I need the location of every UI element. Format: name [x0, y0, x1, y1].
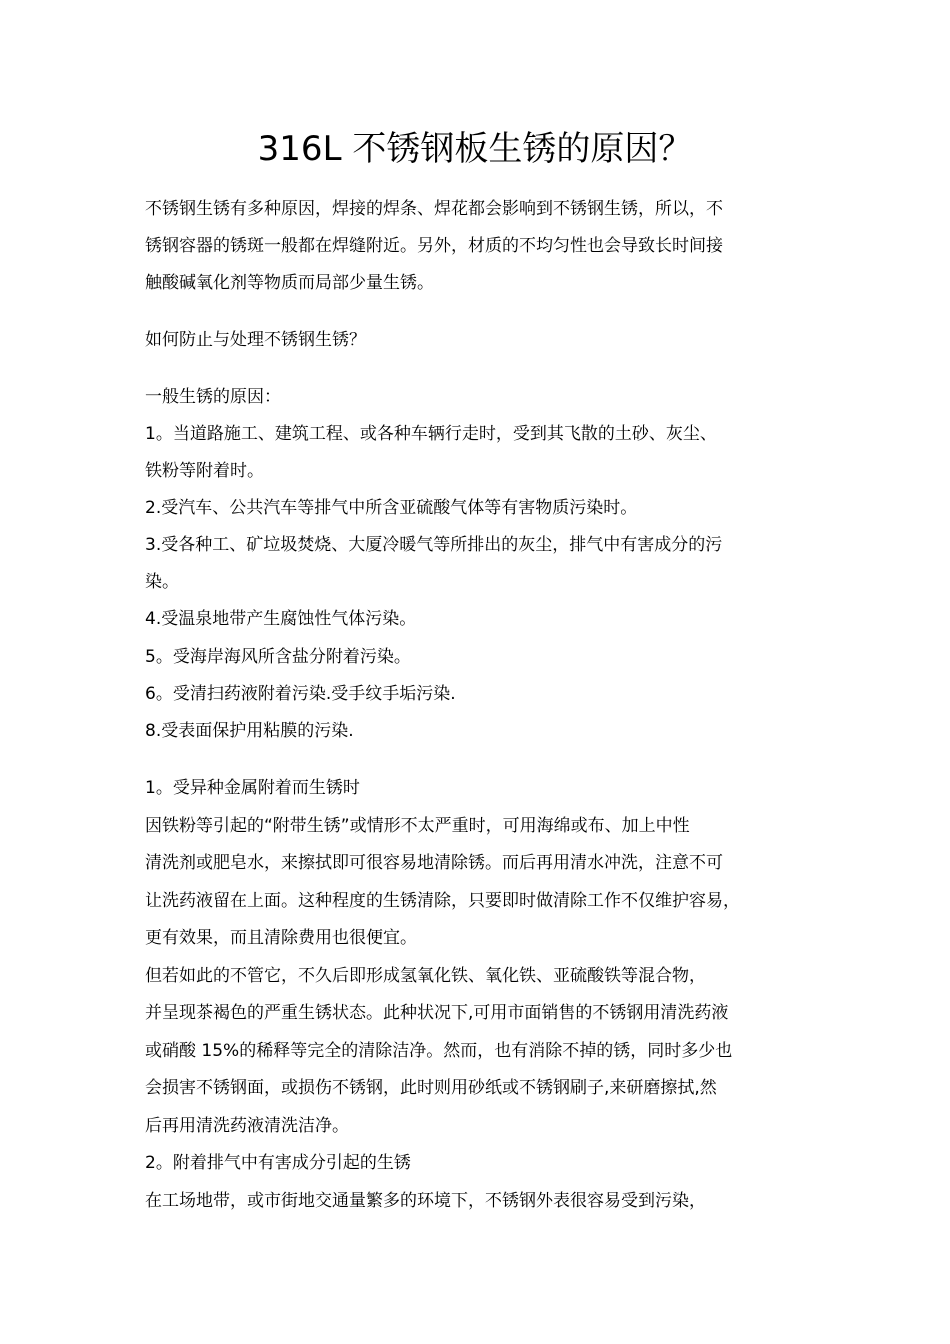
list-item: 铁粉等附着时。 [145, 461, 264, 481]
paragraph-line: 会损害不锈钢面，或损伤不锈钢，此时则用砂纸或不锈钢刷子,来研磨擦拭,然 [145, 1078, 717, 1098]
list-item: 5。受海岸海风所含盐分附着污染。 [145, 647, 411, 667]
paragraph-line: 或硝酸 15%的稀释等完全的清除洁净。然而，也有消除不掉的锈，同时多少也 [145, 1041, 733, 1061]
paragraph-line: 清洗剂或肥皂水，来擦拭即可很容易地清除锈。而后再用清水冲洗，注意不可 [145, 853, 723, 873]
paragraph-line: 在工场地带，或市街地交通量繁多的环境下，不锈钢外表很容易受到污染， [145, 1191, 706, 1211]
list-item: 3.受各种工、矿垃圾焚烧、大厦冷暖气等所排出的灰尘，排气中有害成分的污 [145, 535, 723, 555]
paragraph-line: 触酸碱氧化剂等物质而局部少量生锈。 [145, 273, 434, 293]
paragraph-line: 后再用清洗药液清洗洁净。 [145, 1116, 349, 1136]
section-heading: 一般生锈的原因： [145, 387, 281, 407]
list-item: 1。当道路施工、建筑工程、或各种车辆行走时，受到其飞散的土砂、灰尘、 [145, 424, 717, 444]
list-item: 4.受温泉地带产生腐蚀性气体污染。 [145, 609, 417, 629]
list-item: 8.受表面保护用粘膜的污染. [145, 721, 354, 741]
paragraph-line: 并呈现茶褐色的严重生锈状态。此种状况下,可用市面销售的不锈钢用清洗药液 [145, 1003, 729, 1023]
section-heading: 如何防止与处理不锈钢生锈？ [145, 330, 366, 350]
paragraph-line: 但若如此的不管它，不久后即形成氢氧化铁、氧化铁、亚硫酸铁等混合物， [145, 966, 706, 986]
paragraph-line: 因铁粉等引起的“附带生锈”或情形不太严重时，可用海绵或布、加上中性 [145, 816, 690, 836]
section-heading: 1。受异种金属附着而生锈时 [145, 778, 360, 798]
paragraph-line: 更有效果，而且清除费用也很便宜。 [145, 928, 417, 948]
paragraph-line: 不锈钢生锈有多种原因，焊接的焊条、焊花都会影响到不锈钢生锈，所以，不 [145, 199, 723, 219]
section-heading: 2。附着排气中有害成分引起的生锈 [145, 1153, 411, 1173]
list-item: 2.受汽车、公共汽车等排气中所含亚硫酸气体等有害物质污染时。 [145, 498, 638, 518]
list-item: 6。受清扫药液附着污染.受手纹手垢污染. [145, 684, 456, 704]
list-item: 染。 [145, 572, 179, 592]
paragraph-line: 锈钢容器的锈斑一般都在焊缝附近。另外，材质的不均匀性也会导致长时间接 [145, 236, 723, 256]
paragraph-line: 让洗药液留在上面。这种程度的生锈清除，只要即时做清除工作不仅维护容易， [145, 891, 740, 911]
document-title: 316L 不锈钢板生锈的原因？ [257, 129, 693, 169]
